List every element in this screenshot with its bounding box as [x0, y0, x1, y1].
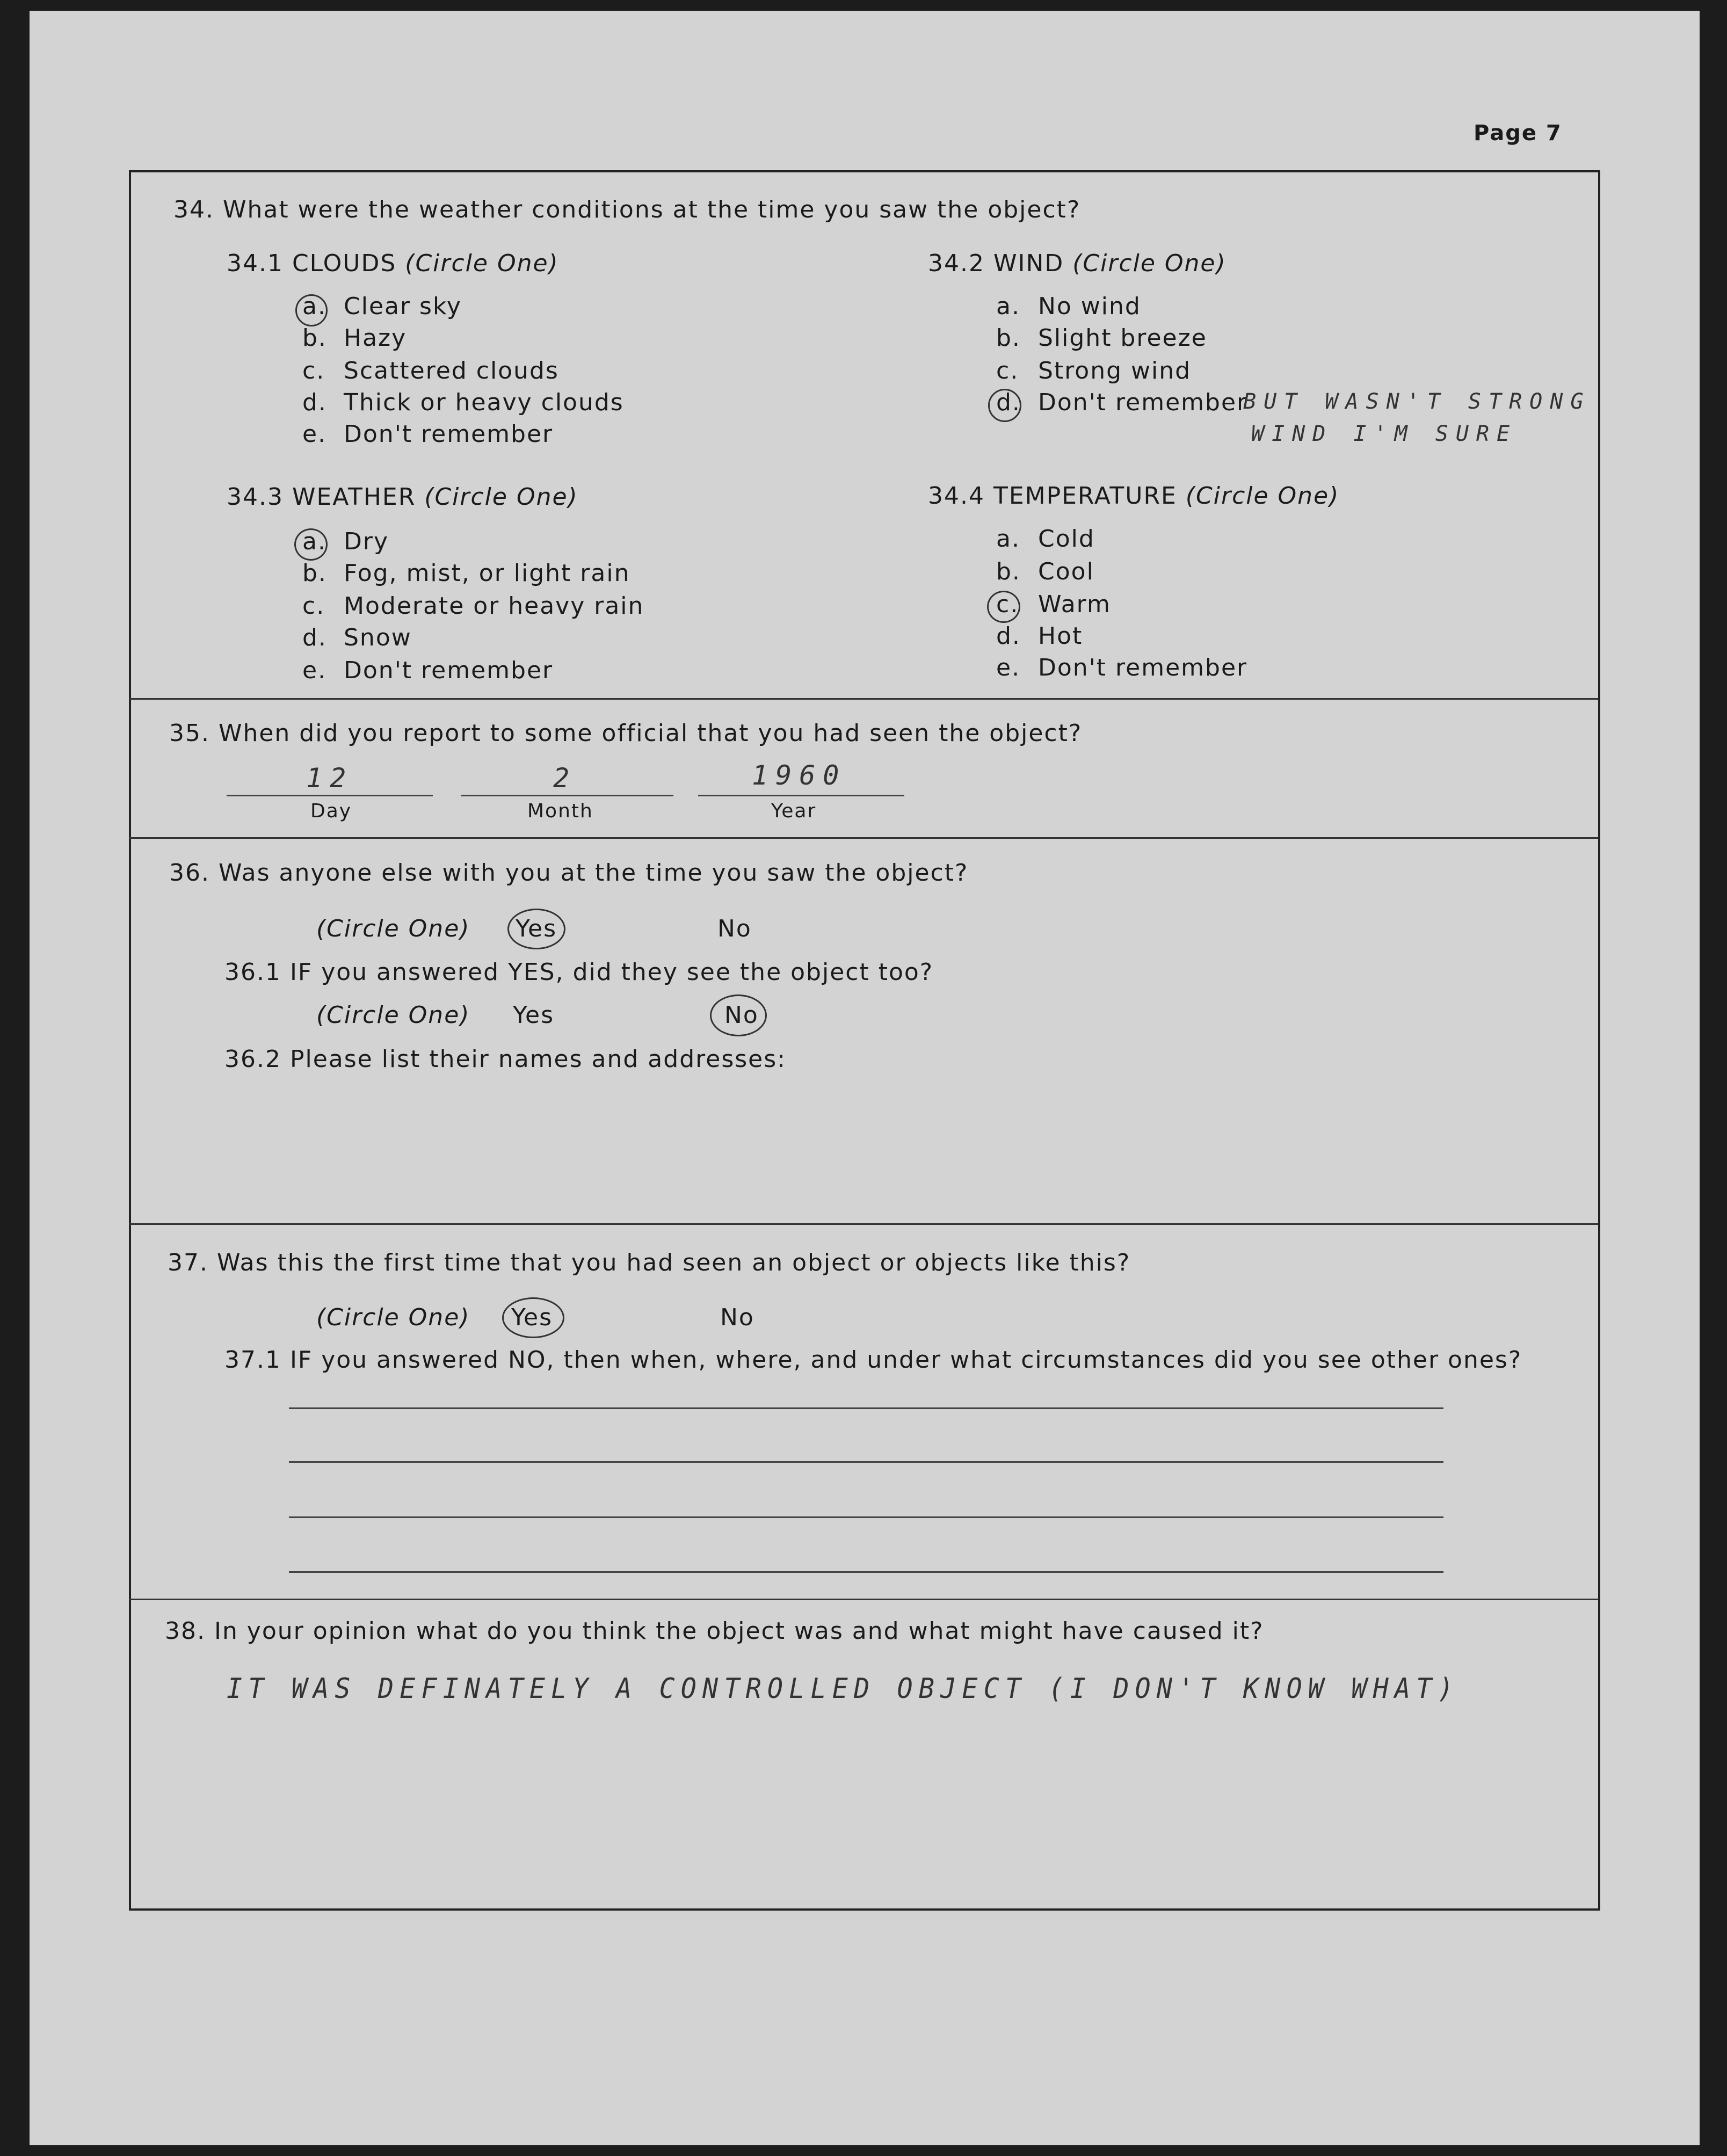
temperature-heading: 34.4 TEMPERATURE (Circle One) [928, 482, 1340, 510]
option-text: Hot [1038, 622, 1083, 650]
option-letter[interactable]: e. [302, 420, 327, 448]
question-36-2: 36.2 Please list their names and addresses: [224, 1046, 786, 1073]
year-value[interactable]: 1960 [752, 760, 847, 791]
option-letter[interactable]: a. [996, 525, 1020, 553]
option-letter[interactable]: b. [996, 324, 1021, 352]
year-line [698, 795, 904, 796]
option-text: Cold [1038, 525, 1095, 553]
day-value[interactable]: 12 [306, 763, 354, 794]
answer-circle [988, 389, 1021, 422]
no-option[interactable]: No [717, 915, 752, 942]
answer-line[interactable] [289, 1407, 1443, 1409]
option-text: No wind [1038, 293, 1141, 320]
weather-heading: 34.3 WEATHER (Circle One) [227, 483, 578, 511]
answer-circle [987, 591, 1020, 623]
option-text: Moderate or heavy rain [344, 592, 644, 620]
option-text: Fog, mist, or light rain [344, 560, 630, 587]
option-letter[interactable]: b. [996, 558, 1021, 585]
option-letter[interactable]: a. [302, 528, 326, 555]
answer-circle [507, 909, 565, 949]
answer-circle [294, 528, 328, 561]
no-option[interactable]: No [720, 1304, 754, 1331]
option-text: Dry [344, 528, 389, 555]
page-number: Page 7 [1474, 121, 1562, 146]
option-text: Snow [344, 624, 412, 651]
yes-option[interactable]: Yes [516, 915, 557, 942]
option-text: Don't remember [344, 420, 554, 448]
option-letter[interactable]: b. [302, 324, 327, 352]
option-text: Scattered clouds [344, 357, 559, 384]
answer-line[interactable] [289, 1571, 1443, 1573]
wind-heading: 34.2 WIND (Circle One) [928, 250, 1227, 277]
option-letter[interactable]: a. [996, 293, 1020, 320]
option-text: Don't remember [1038, 389, 1248, 416]
no-option[interactable]: No [724, 1001, 759, 1029]
answer-circle [710, 994, 767, 1036]
day-line [227, 795, 433, 796]
answer-line[interactable] [289, 1461, 1443, 1463]
option-letter[interactable]: d. [302, 389, 327, 416]
question-37-1: 37.1 IF you answered NO, then when, where, and under what circumstances did you see other ones? [224, 1346, 1522, 1374]
option-text: Hazy [344, 324, 407, 352]
option-text: Slight breeze [1038, 324, 1207, 352]
year-label: Year [771, 800, 817, 822]
divider [129, 837, 1598, 839]
option-letter[interactable]: c. [302, 357, 325, 384]
question-36: 36. Was anyone else with you at the time you saw the object? [169, 859, 969, 887]
option-letter[interactable]: c. [302, 592, 325, 620]
option-letter[interactable]: d. [996, 389, 1021, 416]
circle-one-label: (Circle One) [316, 1304, 470, 1331]
option-text: Thick or heavy clouds [344, 389, 624, 416]
circle-one-label: (Circle One) [316, 915, 470, 942]
option-text: Don't remember [1038, 654, 1248, 681]
yes-option[interactable]: Yes [513, 1001, 555, 1029]
divider [129, 1223, 1598, 1225]
option-text: Clear sky [344, 293, 462, 320]
handwritten-answer: IT WAS DEFINATELY A CONTROLLED OBJECT (I DON'T KNOW WHAT) [227, 1673, 1460, 1705]
option-text: Cool [1038, 558, 1094, 585]
option-letter[interactable]: b. [302, 560, 327, 587]
question-36-1: 36.1 IF you answered YES, did they see the object too? [224, 959, 934, 986]
month-line [461, 795, 673, 796]
option-letter[interactable]: c. [996, 591, 1019, 618]
option-text: Don't remember [344, 657, 554, 684]
option-letter[interactable]: d. [302, 624, 327, 651]
day-label: Day [310, 800, 352, 822]
option-text: Warm [1038, 591, 1111, 618]
divider [129, 698, 1598, 700]
option-letter[interactable]: e. [302, 657, 327, 684]
option-letter[interactable]: d. [996, 622, 1021, 650]
answer-circle [502, 1297, 564, 1338]
question-34: 34. What were the weather conditions at the time you saw the object? [173, 196, 1081, 223]
handwritten-note: WIND I'M SURE [1251, 422, 1518, 446]
answer-circle [295, 294, 328, 326]
divider [129, 1599, 1598, 1600]
answer-line[interactable] [289, 1516, 1443, 1518]
question-35: 35. When did you report to some official that you had seen the object? [169, 720, 1083, 747]
option-text: Strong wind [1038, 357, 1192, 384]
clouds-heading: 34.1 CLOUDS (Circle One) [227, 250, 559, 277]
option-letter[interactable]: c. [996, 357, 1019, 384]
month-label: Month [527, 800, 593, 822]
question-37: 37. Was this the first time that you had seen an object or objects like this? [168, 1249, 1131, 1276]
handwritten-note: BUT WASN'T STRONG [1243, 389, 1591, 414]
month-value[interactable]: 2 [553, 763, 577, 794]
question-38: 38. In your opinion what do you think the object was and what might have caused it? [165, 1617, 1264, 1645]
circle-one-label: (Circle One) [316, 1001, 470, 1029]
option-letter[interactable]: a. [302, 293, 326, 320]
option-letter[interactable]: e. [996, 654, 1021, 681]
yes-option[interactable]: Yes [511, 1304, 553, 1331]
